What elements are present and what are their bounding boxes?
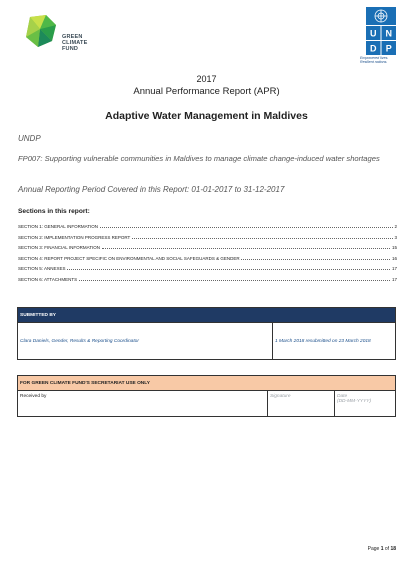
toc-item-section-4[interactable] xyxy=(18,256,397,267)
organization: UNDP xyxy=(18,134,41,143)
undp-letter-u: U xyxy=(370,28,377,39)
project-description: FP007: Supporting vulnerable communities in Maldives to manage climate change-induced water shortages xyxy=(18,154,380,163)
submitted-by-header: SUBMITTED BY xyxy=(18,308,396,323)
undp-letter-p: P xyxy=(385,43,392,54)
toc-page: 15 xyxy=(391,245,397,250)
gcf-line-fund: FUND xyxy=(62,46,79,52)
toc-item-section-2[interactable] xyxy=(18,235,397,246)
submitted-by-table xyxy=(17,307,396,360)
toc-leader xyxy=(132,238,393,239)
date-field-format: (DD-MM-YYYY) xyxy=(337,399,372,404)
toc-page: 3 xyxy=(394,234,397,240)
undp-tagline-2: Resilient nations. xyxy=(360,60,388,65)
gcf-wordmark xyxy=(62,34,87,52)
toc-label: SECTION 6: ATTACHMENTS xyxy=(18,276,78,282)
undp-logo xyxy=(366,7,396,55)
sections-heading: Sections in this report: xyxy=(18,208,90,215)
submission-date[interactable]: 1 March 2018 resubmitted on 23 March 2018 xyxy=(273,323,396,360)
gcf-line-climate: CLIMATE xyxy=(62,40,88,46)
signature-field[interactable]: Signature xyxy=(268,391,335,417)
undp-letter-n: N xyxy=(385,28,392,39)
toc-leader xyxy=(241,259,390,260)
page-prefix: Page xyxy=(367,546,381,552)
undp-letter-d: D xyxy=(370,43,377,54)
toc-label: SECTION 2: IMPLEMENTATION PROGRESS REPORT xyxy=(18,234,131,240)
toc-page: 16 xyxy=(391,255,397,261)
toc-item-section-5[interactable] xyxy=(18,266,397,277)
page-of: of xyxy=(383,546,391,552)
toc-leader xyxy=(102,248,391,249)
toc-label: SECTION 4: REPORT PROJECT SPECIFIC ON ENVIRONMENTAL AND SOCIAL SAFEGUARDS & GENDER xyxy=(18,255,240,261)
secretariat-table xyxy=(17,375,396,417)
total-pages: 18 xyxy=(390,546,396,552)
toc-label: SECTION 1: GENERAL INFORMATION xyxy=(18,224,99,229)
toc-page: 17 xyxy=(391,266,397,271)
toc-item-section-3[interactable] xyxy=(18,245,397,256)
undp-tagline xyxy=(360,56,406,65)
toc-page: 2 xyxy=(394,224,397,229)
current-page: 1 xyxy=(380,546,384,552)
received-by-label: Received by xyxy=(18,391,268,417)
table-of-contents xyxy=(18,224,397,287)
report-type: Annual Performance Report (APR) xyxy=(133,86,280,97)
report-year: 2017 xyxy=(196,74,217,84)
toc-leader xyxy=(79,280,391,281)
toc-leader xyxy=(67,269,390,270)
date-field-label: Date xyxy=(337,394,348,399)
submitter-name[interactable]: Clara Daniels, Gender, Results & Reporting Coordinator xyxy=(18,323,273,360)
toc-leader xyxy=(100,227,393,228)
page-number xyxy=(368,546,396,552)
toc-page: 17 xyxy=(391,276,397,282)
gcf-globe-icon xyxy=(26,15,56,47)
un-emblem-icon xyxy=(375,10,387,22)
gcf-line-green: GREEN xyxy=(62,34,83,40)
toc-label: SECTION 5: ANNEXES xyxy=(18,266,66,271)
undp-tagline-1: Empowered lives. xyxy=(360,56,389,60)
date-field[interactable] xyxy=(335,391,396,417)
project-title: Adaptive Water Management in Maldives xyxy=(105,110,308,122)
secretariat-header: FOR GREEN CLIMATE FUND'S SECRETARIAT USE ONLY xyxy=(18,376,396,391)
reporting-period: Annual Reporting Period Covered in this Report: 01-01-2017 to 31-12-2017 xyxy=(18,185,285,194)
toc-item-section-6[interactable] xyxy=(18,277,397,288)
toc-item-section-1[interactable] xyxy=(18,224,397,235)
toc-label: SECTION 3: FINANCIAL INFORMATION xyxy=(18,245,101,250)
